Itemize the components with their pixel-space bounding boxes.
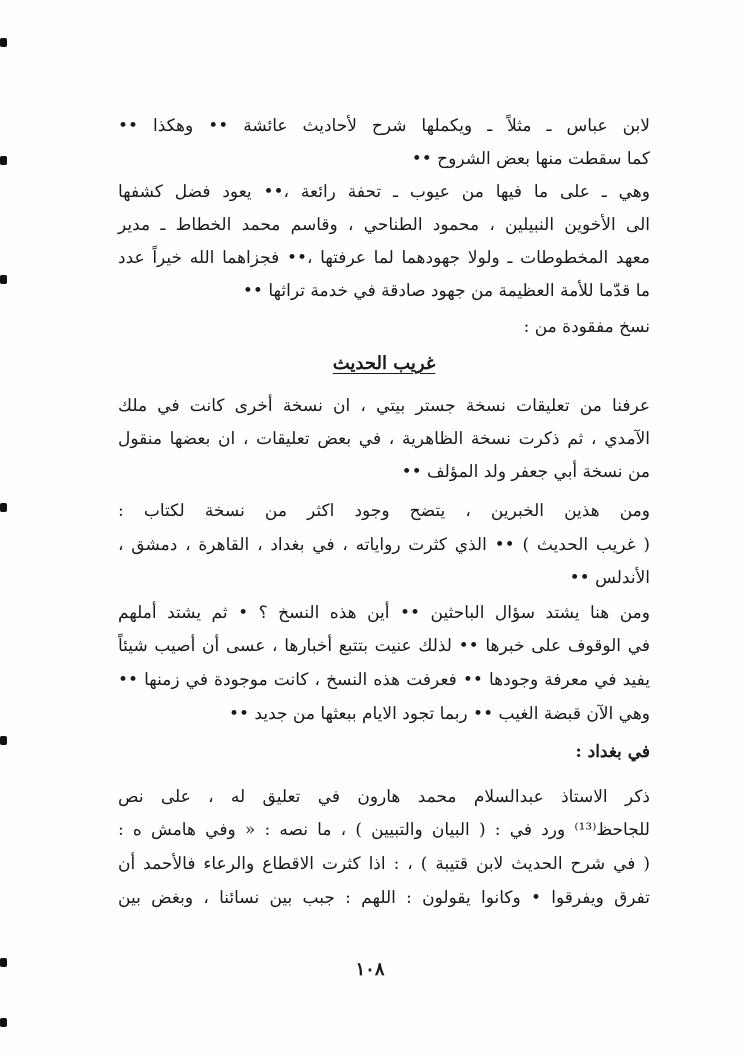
page-number: ١٠٨ — [355, 959, 385, 980]
scan-mark — [0, 156, 7, 165]
text-line: الأندلس •• — [569, 568, 650, 588]
text-line: نسخ مفقودة من : — [523, 317, 650, 337]
text-line: كما سقطت منها بعض الشروح •• — [411, 149, 650, 169]
text-line: لابن عباس ـ مثلاً ـ ويكملها شرح لأحاديث عائشة •• وهكذا •• — [118, 116, 650, 136]
text-line: ومن هنا يشتد سؤال الباحثين •• أين هذه النسخ ؟ • ثم يشتد أملهم — [118, 603, 650, 623]
text-line: من نسخة أبي جعفر ولد المؤلف •• — [401, 462, 650, 482]
text-line: ومن هذين الخبرين ، يتضح وجود اكثر من نسخة لكتاب : — [118, 501, 650, 521]
text-line: ( غريب الحديث ) •• الذي كثرت رواياته ، في بغداد ، القاهرة ، دمشق ، — [118, 535, 650, 555]
scan-mark — [0, 958, 7, 967]
scan-mark — [0, 38, 7, 47]
text-line: للجاحظ⁽¹³⁾ ورد في : ( البيان والتبيين ) ، ما نصه : « وفي هامش ه : — [118, 820, 650, 840]
text-line: الى الأخوين النبيلين ، محمود الطناحي ، وقاسم محمد الخطاط ـ مدير — [118, 215, 650, 235]
scan-mark — [0, 503, 7, 512]
text-line: الآمدي ، ثم ذكرت نسخة الظاهرية ، في بعض تعليقات ، ان بعضها منقول — [118, 429, 650, 449]
subsection-heading: في بغداد : — [575, 742, 650, 762]
text-line: معهد المخطوطات ـ ولولا جهودهما لما عرفتها ،•• فجزاهما الله خيراً عدد — [118, 248, 650, 268]
text-line: ( في شرح الحديث لابن قتيبة ) ، : اذا كثرت الاقطاع والرعاء فالأحمد أن — [118, 854, 650, 874]
section-heading: غريب الحديث — [332, 353, 436, 374]
text-line: تفرق ويفرقوا • وكانوا يقولون : اللهم : جبب بين نسائنا ، وبغض بين — [118, 888, 650, 908]
text-line: في الوقوف على خبرها •• لذلك عنيت بتتبع أخبارها ، عسى أن أصيب شيئاً — [118, 636, 650, 656]
scan-mark — [0, 736, 7, 745]
text-line: ما قدّما للأمة العظيمة من جهود صادقة في خدمة تراثها •• — [242, 281, 650, 301]
text-line: وهي ـ على ما فيها من عيوب ـ تحفة رائعة ،•• يعود فضل كشفها — [118, 182, 650, 202]
text-line: عرفنا من تعليقات نسخة جستر بيتي ، ان نسخة أخرى كانت في ملك — [118, 396, 650, 416]
scan-mark — [0, 275, 7, 284]
text-line: وهي الآن قبضة الغيب •• ربما تجود الايام ببعثها من جديد •• — [228, 704, 650, 724]
text-line: ذكر الاستاذ عبدالسلام محمد هارون في تعليق له ، على نص — [118, 787, 650, 807]
scan-mark — [0, 1018, 7, 1027]
text-line: يفيد في معرفة وجودها •• فعرفت هذه النسخ ، كانت موجودة في زمنها •• — [118, 670, 650, 690]
